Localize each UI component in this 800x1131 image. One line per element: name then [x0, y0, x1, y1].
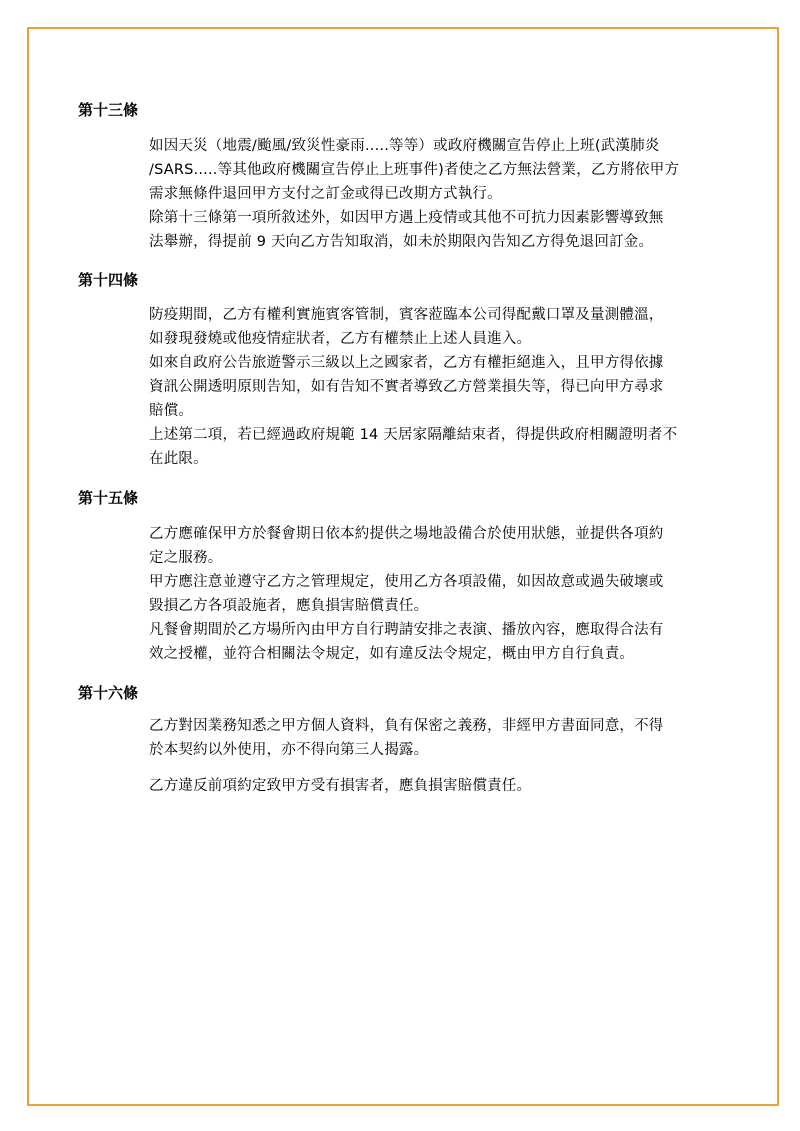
text-line: 如因天災（地震/颱風/致災性豪雨.....等等）或政府機關宣告停止上班(武漢肺炎 — [149, 138, 660, 154]
article-14-paragraph-2 — [149, 351, 719, 423]
text-line: 需求無條件退回甲方支付之訂金或得已改期方式執行。 — [149, 186, 502, 202]
text-line: 乙方違反前項約定致甲方受有損害者，應負損害賠償責任。 — [149, 778, 532, 794]
article-16-paragraph-2 — [149, 774, 719, 798]
article-15-paragraph-3 — [149, 618, 719, 666]
article-13-paragraph-1 — [149, 134, 719, 206]
text-line: 法舉辦，得提前 9 天向乙方告知取消，如未於期限內告知乙方得免退回訂金。 — [149, 234, 654, 250]
article-13-paragraph-2 — [149, 206, 719, 254]
article-heading-15: 第十五條 — [78, 489, 139, 507]
article-heading-13: 第十三條 — [78, 101, 139, 119]
text-line: 凡餐會期間於乙方場所內由甲方自行聘請安排之表演、播放內容，應取得合法有 — [149, 622, 664, 638]
text-line: 效之授權，並符合相關法令規定，如有違反法令規定，概由甲方自行負責。 — [149, 646, 635, 662]
text-line: 甲方應注意並遵守乙方之管理規定，使用乙方各項設備，如因故意或過失破壞或 — [149, 574, 664, 590]
text-line: 於本契約以外使用，亦不得向第三人揭露。 — [149, 742, 429, 758]
text-line: 在此限。 — [149, 451, 208, 467]
article-16-paragraph-1 — [149, 714, 719, 762]
text-line: 防疫期間，乙方有權利實施賓客管制，賓客蒞臨本公司得配戴口罩及量測體溫， — [149, 307, 664, 323]
text-line: 賠償。 — [149, 403, 194, 419]
text-line: 乙方應確保甲方於餐會期日依本約提供之場地設備合於使用狀態，並提供各項約 — [149, 526, 664, 542]
text-line: 除第十三條第一項所敘述外，如因甲方遇上疫情或其他不可抗力因素影響導致無 — [149, 210, 664, 226]
text-line: /SARS.....等其他政府機關宣告停止上班事件)者使之乙方無法營業，乙方將依甲方 — [149, 162, 680, 178]
article-heading-14: 第十四條 — [78, 271, 139, 289]
article-14-paragraph-3 — [149, 423, 719, 471]
text-line: 如來自政府公告旅遊警示三級以上之國家者，乙方有權拒絕進入，且甲方得依據 — [149, 355, 664, 371]
article-15-paragraph-1 — [149, 522, 719, 570]
article-15-paragraph-2 — [149, 570, 719, 618]
article-14-paragraph-1 — [149, 303, 719, 351]
text-line: 上述第二項，若已經過政府規範 14 天居家隔離結束者，得提供政府相關證明者不 — [149, 427, 678, 443]
text-line: 毀損乙方各項設施者，應負損害賠償責任。 — [149, 598, 429, 614]
text-line: 乙方對因業務知悉之甲方個人資料，負有保密之義務，非經甲方書面同意，不得 — [149, 718, 664, 734]
text-line: 定之服務。 — [149, 550, 223, 566]
article-heading-16: 第十六條 — [78, 684, 139, 702]
text-line: 如發現發燒或他疫情症狀者，乙方有權禁止上述人員進入。 — [149, 331, 532, 347]
text-line: 資訊公開透明原則告知，如有告知不實者導致乙方營業損失等，得已向甲方尋求 — [149, 379, 664, 395]
